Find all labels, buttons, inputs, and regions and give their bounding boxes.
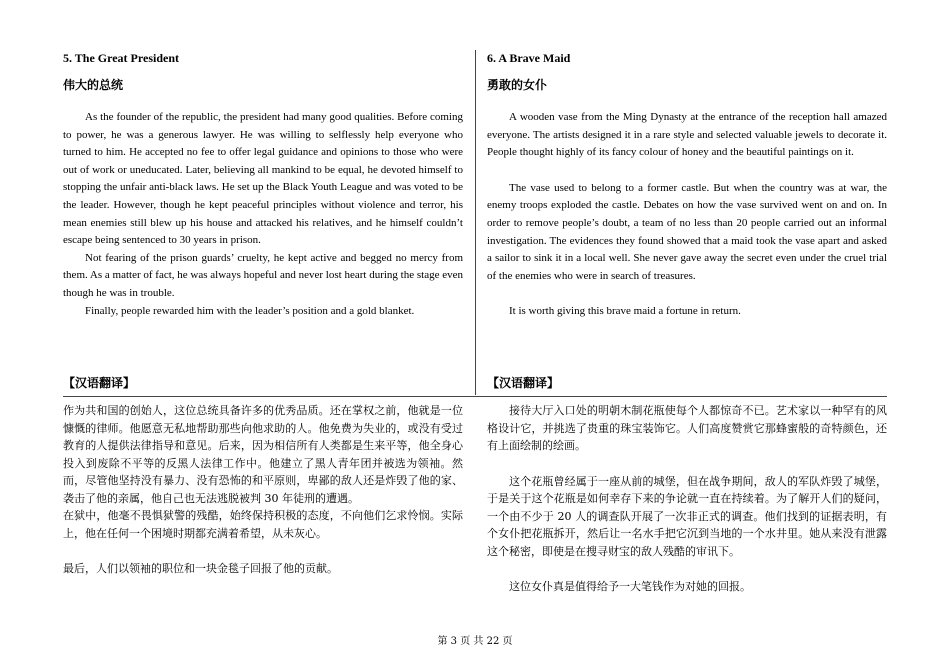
left-column bbox=[63, 50, 463, 320]
translation-paragraph: 作为共和国的创始人，这位总统具备许多的优秀品质。还在掌权之前，他就是一位慷慨的律师。他愿意无私地帮助那些向他求助的人。他免费为失业的，或没有受过教育的人提供法律指导和意见。后来，因为相信所有人类都是生来平等，他全身心投入到废除不平等的反黑人法律工作中。他建立了黑人青年团并被选为领袖。然而，尽管他坚持没有暴力、没有恐怖的和平原则，卑鄙的敌人还是炸毁了他的家、袭击了他的亲属，他自己也无法逃脱被判 30 年徒刑的遭遇。 bbox=[63, 404, 463, 505]
translation-paragraph: 接待大厅入口处的明朝木制花瓶使每个人都惊奇不已。艺术家以一种罕有的风格设计它，并挑选了贵重的珠宝装饰它。人们高度赞赏它那蜂蜜般的奇特颜色，还有上面绘制的绘画。 bbox=[487, 404, 887, 452]
section-title-en: 5. The Great President bbox=[63, 51, 179, 65]
translation-header: 【汉语翻译】 bbox=[487, 376, 560, 390]
section-title-zh: 伟大的总统 bbox=[63, 78, 124, 92]
english-paragraph: As the founder of the republic, the president had many good qualities. Before coming to power, he was a generous lawyer. He was willing to selflessly help everyone who turned to him. He accepted no fee to offer legal guidance and opinions to those who were out of work or uneducated. Later, believing all mankind to be equal, he devoted himself to stopping the unfair anti-black laws. He set up the Black Youth League and was voted to be the leader. However, though he kept peaceful principles without violence and terror, his mean enemies still blew up his house and attacked his relatives, and he himself couldn’t escape being sentenced to 30 years in prison. bbox=[63, 111, 463, 247]
right-translation bbox=[487, 402, 887, 596]
section-title-zh: 勇敢的女仆 bbox=[487, 78, 548, 92]
english-paragraph: It is worth giving this brave maid a fortune in return. bbox=[509, 305, 741, 318]
left-translation bbox=[63, 402, 463, 578]
translation-paragraph: 在狱中，他毫不畏惧狱警的残酷，始终保持积极的态度，不向他们乞求怜悯。实际上，他在任何一个困境时期都充满着希望，从未灰心。 bbox=[63, 509, 463, 540]
translation-paragraph: 这位女仆真是值得给予一大笔钱作为对她的回报。 bbox=[509, 580, 751, 593]
english-paragraph: Not fearing of the prison guards’ cruelty, he kept active and begged no mercy from them. As a matter of fact, he was always hopeful and never lost heart during the stage even though he was in trouble. bbox=[63, 251, 463, 299]
right-column bbox=[487, 50, 887, 321]
translation-header: 【汉语翻译】 bbox=[63, 376, 136, 390]
section-title-en: 6. A Brave Maid bbox=[487, 51, 571, 65]
column-divider bbox=[475, 50, 476, 395]
translation-paragraph: 这个花瓶曾经属于一座从前的城堡，但在战争期间，敌人的军队炸毁了城堡，于是关于这个花瓶是如何幸存下来的争论就一直在持续着。为了解开人们的疑问，一个由不少于 20 人的调查队开展了一次非正式的调查。他们找到的证据表明，有个女仆把花瓶拆开，然后让一名水手把它沉到当地的一个水井里。她从来没有泄露这个秘密，即使是在搜寻财宝的敌人残酷的审讯下。 bbox=[487, 474, 887, 558]
section-divider bbox=[63, 396, 887, 397]
translation-paragraph: 最后，人们以领袖的职位和一块金毯子回报了他的贡献。 bbox=[63, 562, 338, 575]
english-paragraph: The vase used to belong to a former castle. But when the country was at war, the enemy troops exploded the castle. Debates on how the vase survived went on and on. In order to remove people’s doubt, a team of no less than 20 people carried out an informal investigation. The evidences they found showed that a maid took the vase apart and asked a sailor to sink it in a local well. She never gave away the secret even under the cruel trial of the enemies who were in search of treasures. bbox=[487, 181, 887, 282]
english-paragraph: A wooden vase from the Ming Dynasty at the entrance of the reception hall amazed everyone. The artists designed it in a rare style and selected valuable jewels to decorate it. People thought highly of its fancy colour of honey and the beautiful paintings on it. bbox=[487, 111, 887, 159]
english-paragraph: Finally, people rewarded him with the leader’s position and a gold blanket. bbox=[85, 304, 415, 317]
page-footer: 第 3 页 共 22 页 bbox=[437, 636, 513, 647]
